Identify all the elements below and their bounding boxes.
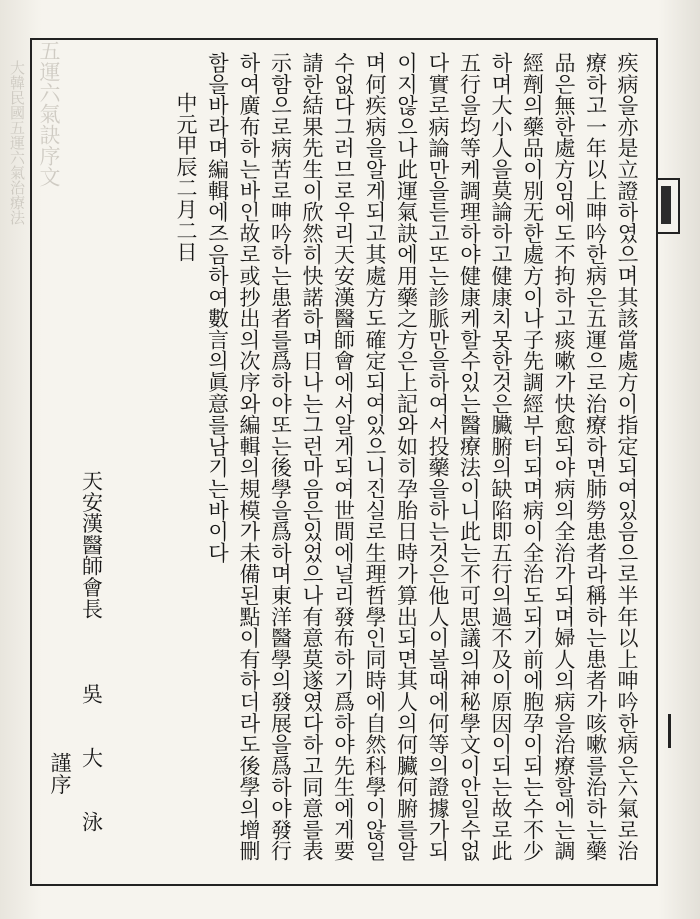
signature-name: 吳 大 泳 (79, 683, 104, 833)
signature-name-line (75, 52, 107, 877)
blank-column (138, 52, 170, 877)
bleed-through-text: 五運六氣訣序文 (37, 40, 61, 187)
bleed-through-text-2: 大韓民國五運六氣治療法 (8, 60, 26, 225)
text-column: 療하고一年以上呻吟한病은五運으로治療하면肺勞患者라稱하는患者가咳嗽를治하는藥 (583, 52, 608, 862)
signature-title: 天安漢醫師會長 (79, 470, 104, 620)
text-column: 수없다그러므로우리天安漢醫師會에서알게되여世間에널리發布하기爲하야先生에게要 (331, 52, 356, 862)
text-column: 請한結果先生이欣然히快諾하며日나는그런마음은있었으나有意莫遂였다하고同意를表 (300, 52, 324, 862)
page-tab-mark (658, 178, 680, 234)
text-column: 經劑의藥品이別无한處方이나子先調經부터되며病이全治도되기前에胞孕이되는수不少 (520, 52, 545, 862)
text-column: 함을바라며編輯에즈음하여數言의眞意를남기는바이다 (205, 52, 230, 564)
body-text (48, 52, 642, 877)
margin-tick (668, 714, 681, 748)
text-column: 示함으로病苦로呻吟하는患者를爲하야또는後學을爲하며東洋醫學의發展을爲하야發行 (268, 52, 293, 862)
text-column: 이지않으나此運氣訣에用藥之方은上記와如히孕胎日時가算出되면其人의何臟何腑를알 (394, 52, 419, 862)
text-column: 하며大小人을莫論하고健康치못한것은臟腑의缺陷即五行의過不及이原因이되는故로此 (489, 52, 513, 862)
text-column: 다實로病論만을듣고또는診脈만을하여서投藥을하는것은他人이볼때에何等의證據가되 (426, 52, 450, 862)
text-column: 品은無한處方임에도不拘하고痰嗽가快愈되야病의全治가되며婦人의病을治療할에는調 (552, 52, 576, 862)
date-line: 中元甲辰二月二日 (174, 92, 198, 263)
text-column: 며何疾病을알게되고其處方도確定되여있으니진실로生理哲學인同時에自然科學이않일 (363, 52, 387, 862)
signature-suffix-line: 謹序 (48, 752, 72, 795)
blank-column (107, 52, 139, 877)
text-column: 하여廣布하는바인故로或抄出의次序와編輯의規模가未備된點이有하더라도後學의增刪 (237, 52, 261, 862)
text-column: 疾病을亦是立證하였으며其該當處方이指定되여있음으로半年以上呻吟한病은六氣로治 (615, 52, 639, 862)
text-column: 五行을均等케調理하야健康케할수있는醫療法이니此는不可思議의神秘學文이안일수없 (457, 52, 482, 862)
